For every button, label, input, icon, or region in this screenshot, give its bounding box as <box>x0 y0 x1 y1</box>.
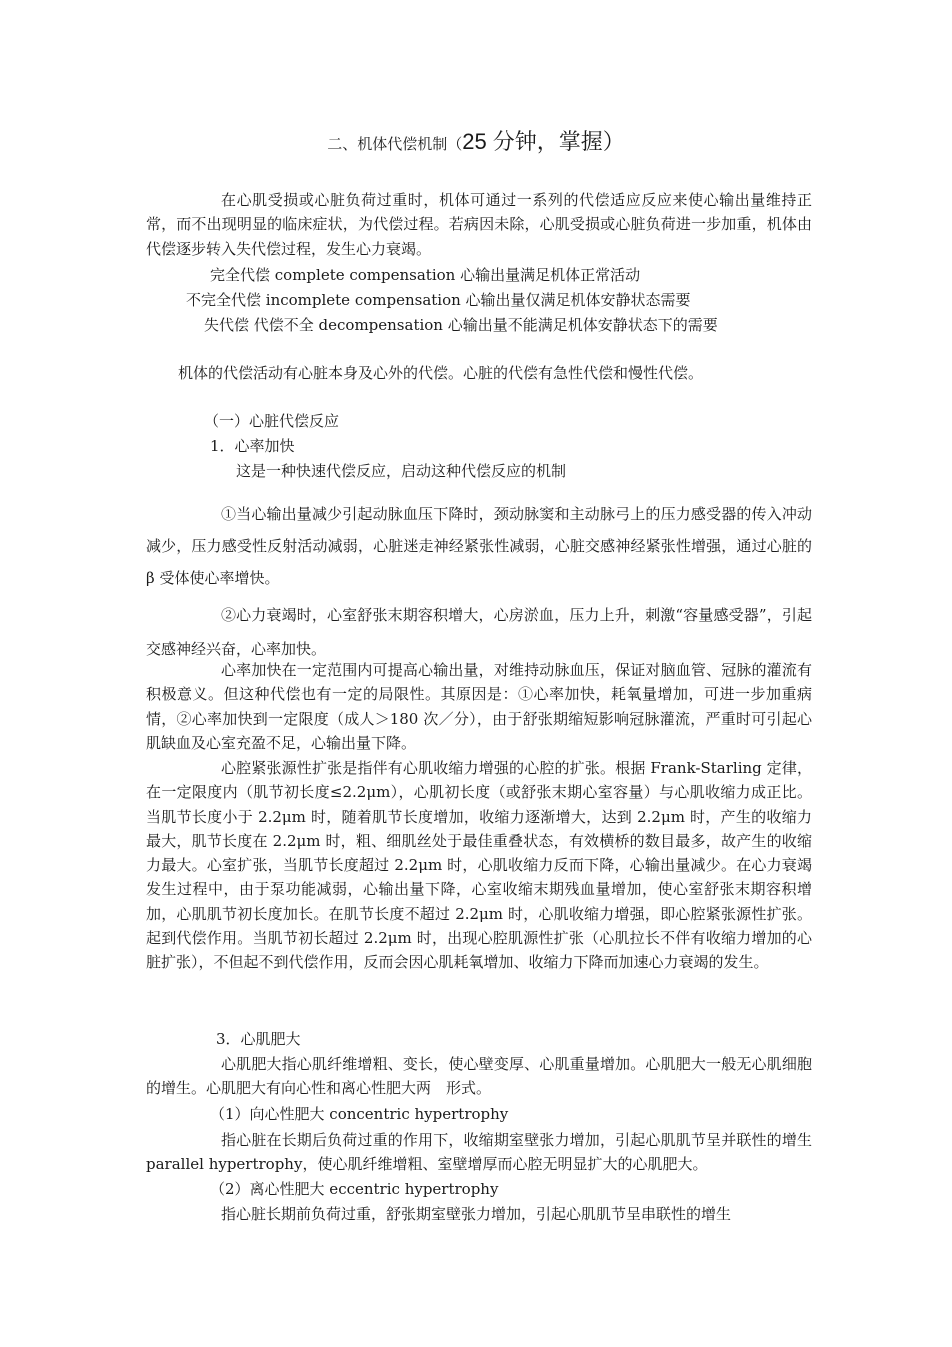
section-title <box>0 125 952 156</box>
eccentric-heading: （2）离心性肥大 eccentric hypertrophy <box>210 1180 499 1198</box>
definition-complete: 完全代偿 complete compensation 心输出量满足机体正常活动 <box>210 266 641 284</box>
heart-rate-significance: 心率加快在一定范围内可提高心输出量，对维持动脉血压，保证对脑血管、冠脉的灌流有积极意义。但这种代偿也有一定的局限性。其原因是：①心率加快，耗氧量增加，可进一步加重病情，②心率加快到一定限度（成人＞180 次／分），由于舒张期缩短影响冠脉灌流，严重时可引起心肌缺血及心室充盈不足，心输出量下降。 <box>146 661 812 752</box>
title-prefix: 二、机体代偿机制（ <box>327 135 463 153</box>
section-heading: （一）心脏代偿反应 <box>204 412 340 430</box>
definition-decompensation: 失代偿 代偿不全 decompensation 心输出量不能满足机体安静状态下的需要 <box>204 316 718 334</box>
eccentric-body: 指心脏长期前负荷过重，舒张期室壁张力增加，引起心肌肌节呈串联性的增生 <box>221 1205 732 1223</box>
concentric-body: 指心脏在长期后负荷过重的作用下，收缩期室壁张力增加，引起心肌肌节呈并联性的增生 parallel hypertrophy，使心肌纤维增粗、室壁增厚而心腔无明显扩大的心肌肥大。 <box>146 1131 812 1174</box>
item1-heading: 1．心率加快 <box>210 437 295 455</box>
hypertrophy-heading: 3．心肌肥大 <box>216 1030 301 1048</box>
tonogenic-dilation: 心腔紧张源性扩张是指伴有心肌收缩力增强的心腔的扩张。根据 Frank-Starling 定律，在一定限度内（肌节初长度≤2.2μm），心肌初长度（或舒张末期心室容量）与心肌收缩力成正比。当肌节长度小于 2.2μm 时，随着肌节长度增加，收缩力逐渐增大，达到 2.2μm 时，产生的收缩力最大，肌节长度在 2.2μm 时，粗、细肌丝处于最佳重叠状态，有效横桥的数目最多，故产生的收缩力最大。心室扩张，当肌节长度超过 2.2μm 时，心肌收缩力反而下降，心输出量减少。在心力衰竭发生过程中，由于泵功能减弱，心输出量下降，心室收缩末期残血量增加，使心室舒张末期容积增加，心肌肌节初长度加长。在肌节长度不超过 2.2μm 时，心肌收缩力增强，即心腔紧张源性扩张。起到代偿作用。当肌节初长超过 2.2μm 时，出现心腔肌源性扩张（心肌拉长不伴有收缩力增加的心脏扩张），不但起不到代偿作用，反而会因心肌耗氧增加、收缩力下降而加速心力衰竭的发生。 <box>146 759 812 972</box>
item1-subheading: 这是一种快速代偿反应，启动这种代偿反应的机制 <box>236 462 567 480</box>
definition-incomplete: 不完全代偿 incomplete compensation 心输出量仅满足机体安静状态需要 <box>186 291 691 309</box>
intro-paragraph: 在心肌受损或心脏负荷过重时，机体可通过一系列的代偿适应反应来使心输出量维持正常，而不出现明显的临床症状，为代偿过程。若病因未除，心肌受损或心脏负荷进一步加重，机体由代偿逐步转入失代偿过程，发生心力衰竭。 <box>146 191 812 258</box>
concentric-heading: （1）向心性肥大 concentric hypertrophy <box>210 1105 509 1123</box>
mechanism-2: ②心力衰竭时，心室舒张末期容积增大，心房淤血，压力上升，刺激“容量感受器”，引起交感神经兴奋，心率加快。 <box>146 606 812 658</box>
summary-paragraph: 机体的代偿活动有心脏本身及心外的代偿。心脏的代偿有急性代偿和慢性代偿。 <box>178 364 704 382</box>
mechanism-1: ①当心输出量减少引起动脉血压下降时，颈动脉窦和主动脉弓上的压力感受器的传入冲动减少，压力感受性反射活动减弱，心脏迷走神经紧张性减弱，心脏交感神经紧张性增强，通过心脏的 β 受体使心率增快。 <box>146 505 812 587</box>
title-highlight: 25 分钟，掌握） <box>462 129 625 154</box>
hypertrophy-body: 心肌肥大指心肌纤维增粗、变长，使心壁变厚、心肌重量增加。心肌肥大一般无心肌细胞的增生。心肌肥大有向心性和离心性肥大两 形式。 <box>146 1055 812 1098</box>
